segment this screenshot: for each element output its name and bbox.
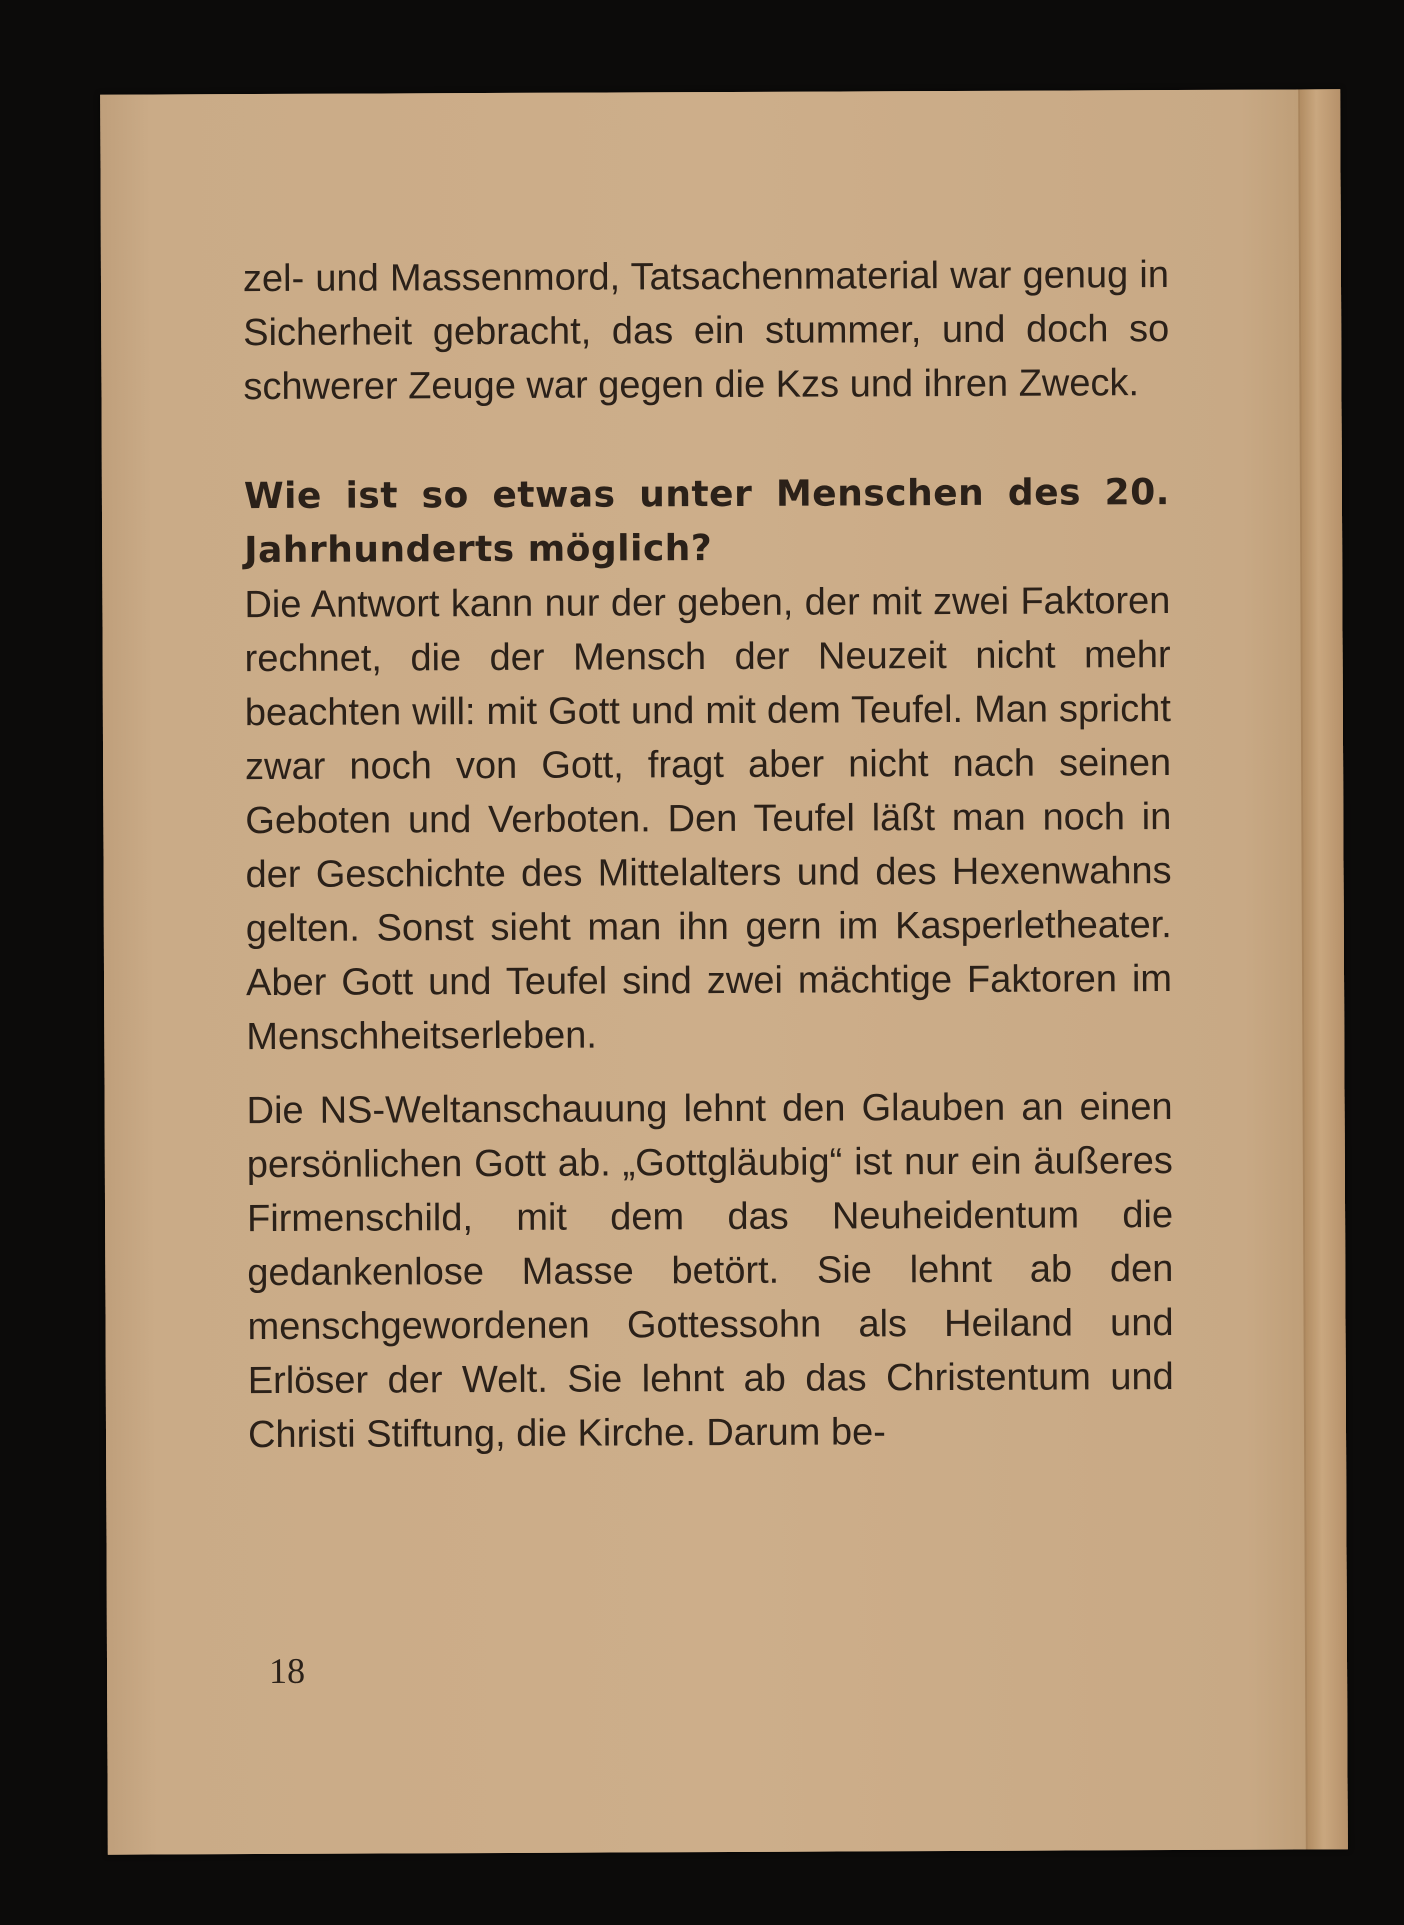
page-text bbox=[243, 248, 1174, 1482]
section-heading: Wie ist so etwas unter Menschen des 20. Jahrhunderts möglich? bbox=[243, 472, 1171, 572]
paragraph-1: Die Antwort kann nur der geben, der mit zwei Faktoren rechnet, die der Mensch der Neuzeit nicht mehr beachten will: mit Gott und mit dem Teufel. Man spricht zwar noch von Gott, fragt aber nicht nach seinen Geboten und Verboten. Den Teufel läßt man noch in der Geschichte des Mittelalters und des Hexenwahns gelten. Sonst sieht man ihn gern im Kasperletheater. Aber Gott und Teufel sind zwei mächtige Faktoren im Menschheitserleben. bbox=[244, 580, 1173, 1059]
paragraph-continued: zel- und Massenmord, Tatsachenmaterial war genug in Sicherheit gebracht, das ein stummer, und doch so schwerer Zeuge war gegen die Kzs und ihren Zweck. bbox=[242, 254, 1170, 409]
page-number: 18 bbox=[268, 1650, 306, 1691]
book-page bbox=[100, 89, 1348, 1854]
paragraph-2: Die NS-Weltanschauung lehnt den Glauben an einen persönlichen Gott ab. „Gottgläubig“ ist nur ein äußeres Firmenschild, mit dem das Neuheidentum die gedankenlose Masse betört. Sie lehnt ab den menschgewordenen Gottessohn als Heiland und Erlöser der Welt. Sie lehnt ab das Christentum und Christi Stiftung, die Kirche. Darum be- bbox=[246, 1086, 1174, 1457]
page-edge bbox=[1298, 89, 1348, 1849]
